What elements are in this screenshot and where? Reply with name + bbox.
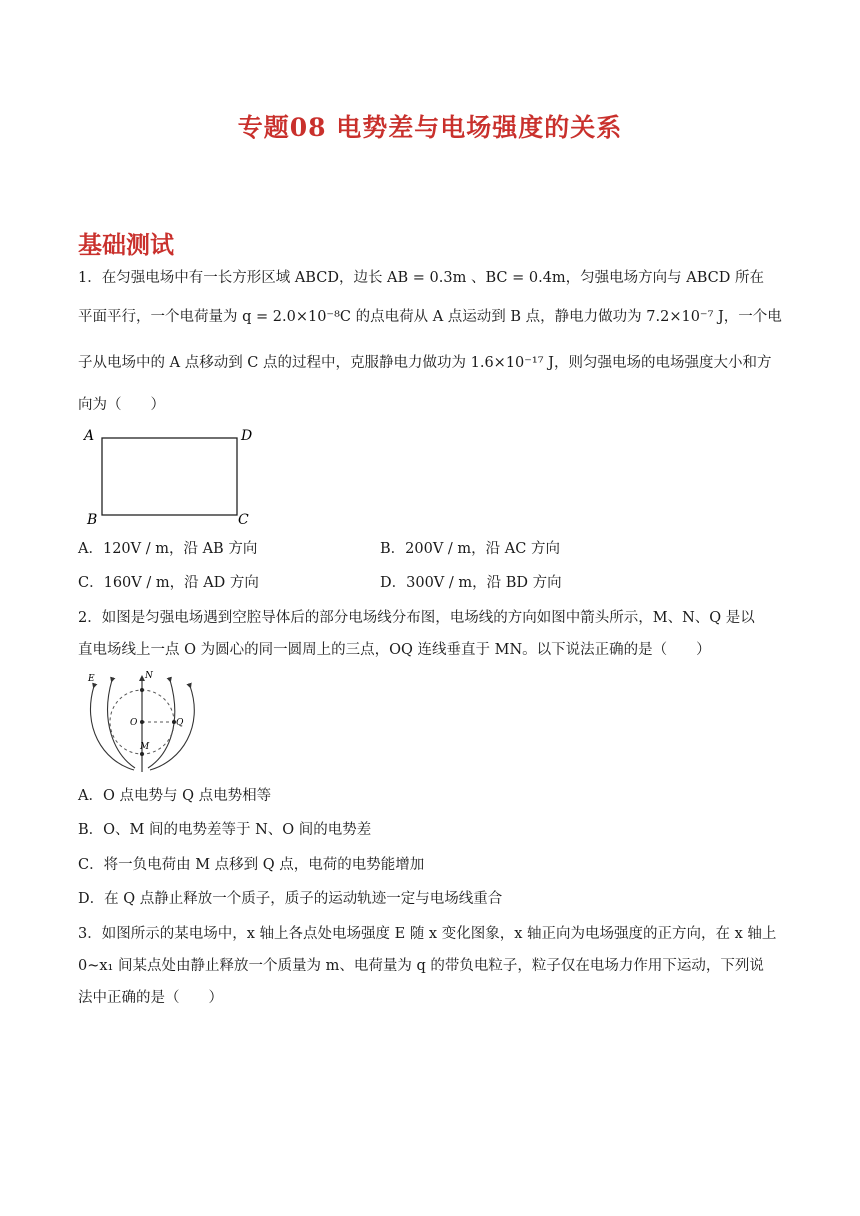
field-line-left-outer	[90, 686, 134, 770]
q2-line-1: 2．如图是匀强电场遇到空腔导体后的部分电场线分布图，电场线的方向如图中箭头所示，M、N、Q 是以	[78, 610, 755, 626]
point-n	[140, 688, 144, 692]
q1-rectangle-figure	[80, 424, 260, 530]
q1-line-3: 子从电场中的 A 点移动到 C 点的过程中，克服静电力做功为 1.6×10⁻¹⁷ J，则匀强电场的电场强度大小和方	[78, 355, 772, 371]
q2-option-b[interactable]: B．O、M 间的电势差等于 N、O 间的电势差	[78, 822, 372, 838]
point-m	[140, 752, 144, 756]
q1-line-1: 1．在匀强电场中有一长方形区域 ABCD，边长 AB = 0.3m 、BC = 0.4m，匀强电场方向与 ABCD 所在	[78, 270, 765, 286]
q3-line-3: 法中正确的是（ ）	[78, 990, 223, 1006]
label-e: E	[88, 674, 95, 684]
label-o: O	[130, 718, 138, 728]
page-title: 专题08 电势差与电场强度的关系	[237, 113, 623, 142]
q3-line-2: 0~x₁ 间某点处由静止释放一个质量为 m、电荷量为 q 的带负电粒子，粒子仅在电场力作用下运动，下列说	[78, 958, 764, 974]
label-c: C	[238, 512, 249, 528]
q2-field-line-figure	[72, 666, 212, 778]
rectangle-abcd	[102, 438, 237, 515]
label-d: D	[241, 428, 253, 444]
section-heading: 基础测试	[78, 231, 174, 259]
q1-option-d[interactable]: D．300V / m，沿 BD 方向	[380, 575, 562, 591]
label-m: M	[140, 742, 150, 752]
q1-option-c[interactable]: C．160V / m，沿 AD 方向	[78, 575, 259, 591]
q2-option-a[interactable]: A．O 点电势与 Q 点电势相等	[78, 788, 272, 804]
q1-line-4: 向为（ ）	[78, 397, 165, 413]
label-n: N	[145, 671, 153, 681]
q2-option-c[interactable]: C．将一负电荷由 M 点移到 Q 点，电荷的电势能增加	[78, 857, 425, 873]
q1-option-a[interactable]: A．120V / m，沿 AB 方向	[78, 541, 258, 557]
q2-option-d[interactable]: D．在 Q 点静止释放一个质子，质子的运动轨迹一定与电场线重合	[78, 891, 503, 907]
label-a: A	[84, 428, 95, 444]
q1-line-2: 平面平行，一个电荷量为 q = 2.0×10⁻⁸C 的点电荷从 A 点运动到 B 点，静电力做功为 7.2×10⁻⁷ J，一个电	[78, 309, 782, 325]
field-line-right-outer	[150, 686, 194, 770]
label-q: Q	[176, 718, 184, 728]
field-line-right-inner	[148, 680, 175, 768]
point-o	[140, 720, 144, 724]
q2-line-2: 直电场线上一点 O 为圆心的同一圆周上的三点，OQ 连线垂直于 MN。以下说法正确的是（ ）	[78, 642, 711, 658]
q3-line-1: 3．如图所示的某电场中，x 轴上各点处电场强度 E 随 x 变化图象，x 轴正向为电场强度的正方向，在 x 轴上	[78, 926, 777, 942]
label-b: B	[87, 512, 98, 528]
q1-option-b[interactable]: B．200V / m，沿 AC 方向	[380, 541, 560, 557]
